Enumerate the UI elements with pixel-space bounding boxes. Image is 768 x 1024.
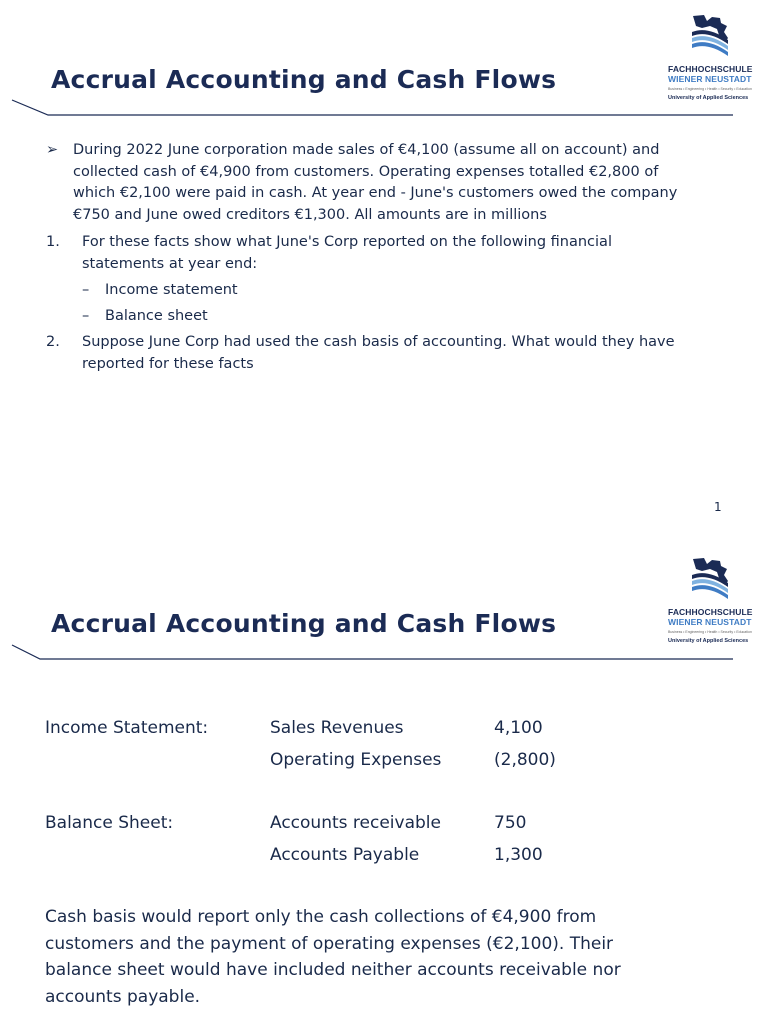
sub-item-label: Income statement: [105, 282, 238, 298]
slide-title: Accrual Accounting and Cash Flows: [51, 609, 557, 638]
balance-item: Accounts receivable: [270, 813, 441, 833]
income-statement-label: Income Statement:: [45, 718, 209, 738]
logo-wordmark-line1: FACHHOCHSCHULE: [668, 607, 753, 617]
income-item: Sales Revenues: [270, 718, 404, 738]
question-number: 2.: [46, 334, 60, 350]
sub-item-label: Balance sheet: [105, 308, 208, 324]
logo-tagline: Business • Engineering • Health • Security • Education: [668, 630, 752, 634]
logo-subtitle: University of Applied Sciences: [668, 638, 749, 644]
logo-subtitle: University of Applied Sciences: [668, 95, 749, 101]
university-logo: [668, 14, 752, 102]
question-line: For these facts show what June's Corp reported on the following financial: [82, 234, 612, 250]
intro-line: During 2022 June corporation made sales of €4,100 (assume all on account) and: [73, 142, 660, 158]
arrow-bullet-icon: ➢: [46, 142, 59, 158]
income-item: Operating Expenses: [270, 750, 442, 770]
balance-value: 1,300: [494, 845, 543, 865]
paragraph-line: Cash basis would report only the cash collections of €4,900 from: [45, 907, 597, 927]
question-2: [46, 332, 696, 376]
question-1: [46, 232, 696, 276]
question-number: 1.: [46, 234, 60, 250]
dash-bullet-icon: –: [82, 282, 90, 298]
intro-line: which €2,100 were paid in cash. At year end - June's customers owed the company: [73, 185, 678, 201]
logo-tagline: Business • Engineering • Health • Security • Education: [668, 87, 752, 91]
title-underline: [0, 641, 768, 681]
cash-basis-paragraph: [45, 904, 665, 1010]
paragraph-line: balance sheet would have included neither accounts receivable nor: [45, 960, 621, 980]
question-line: reported for these facts: [82, 355, 254, 372]
intro-line: €750 and June owed creditors €1,300. All amounts are in millions: [73, 206, 547, 223]
paragraph-line: customers and the payment of operating expenses (€2,100). Their: [45, 933, 614, 954]
question-line: Suppose June Corp had used the cash basis of accounting. What would they have: [82, 334, 675, 350]
intro-line: collected cash of €4,900 from customers. Operating expenses totalled €2,800 of: [73, 163, 659, 180]
shield-logo-icon: [690, 14, 730, 58]
page-number: 1: [714, 500, 722, 514]
balance-item: Accounts Payable: [270, 845, 420, 865]
slide-2: [0, 545, 768, 1024]
balance-sheet-label: Balance Sheet:: [45, 813, 174, 833]
question-line: statements at year end:: [82, 255, 258, 272]
logo-wordmark-line2: WIENER NEUSTADT: [668, 74, 752, 84]
shield-logo-icon: [690, 557, 730, 601]
income-value: 4,100: [494, 718, 543, 738]
income-value: (2,800): [494, 750, 556, 770]
logo-wordmark-line1: FACHHOCHSCHULE: [668, 64, 753, 74]
paragraph-line: accounts payable.: [45, 986, 201, 1007]
slide-title: Accrual Accounting and Cash Flows: [51, 65, 557, 94]
balance-value: 750: [494, 813, 527, 833]
university-logo: [668, 557, 752, 645]
logo-wordmark-line2: WIENER NEUSTADT: [668, 617, 752, 627]
dash-bullet-icon: –: [82, 308, 90, 324]
title-underline: [0, 96, 768, 136]
intro-bullet: [46, 140, 696, 230]
